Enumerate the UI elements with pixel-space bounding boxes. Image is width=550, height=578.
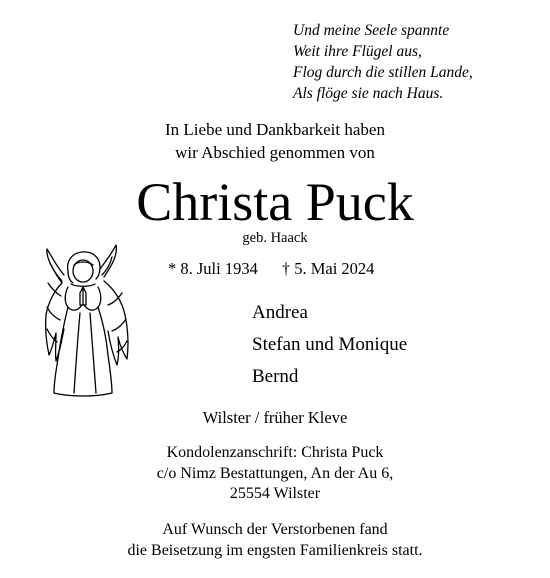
- mourner-name: Andrea: [252, 302, 308, 323]
- birth-date: * 8. Juli 1934: [168, 259, 258, 278]
- intro-line: wir Abschied genommen von: [175, 143, 375, 162]
- mourner-name: Bernd: [252, 366, 299, 387]
- closing-line: die Beisetzung im engsten Familienkreis statt.: [127, 542, 423, 559]
- intro-text: [0, 118, 550, 164]
- mourners-list: [252, 297, 407, 393]
- address-line: Kondolenzanschrift: Christa Puck: [166, 444, 384, 461]
- poem-line: Weit ihre Flügel aus,: [293, 43, 422, 60]
- poem: [293, 20, 473, 104]
- death-date: † 5. Mai 2024: [281, 259, 375, 278]
- intro-line: In Liebe und Dankbarkeit haben: [165, 120, 385, 139]
- closing-line: Auf Wunsch der Verstorbenen fand: [162, 521, 388, 538]
- address-line: c/o Nimz Bestattungen, An der Au 6,: [156, 464, 394, 482]
- poem-line: Flog durch die stillen Lande,: [293, 64, 473, 81]
- poem-line: Und meine Seele spannte: [293, 22, 450, 39]
- life-dates: [168, 258, 374, 280]
- address-line: 25554 Wilster: [229, 485, 321, 502]
- deceased-name: Christa Puck: [136, 172, 414, 232]
- place-of-residence: Wilster / früher Kleve: [202, 408, 348, 427]
- mourner-name: Stefan und Monique: [252, 334, 408, 355]
- angel-icon: [40, 243, 132, 399]
- maiden-name: geb. Haack: [242, 230, 308, 246]
- burial-note: [0, 519, 550, 561]
- condolence-address: [0, 443, 550, 505]
- poem-line: Als flöge sie nach Haus.: [293, 85, 444, 102]
